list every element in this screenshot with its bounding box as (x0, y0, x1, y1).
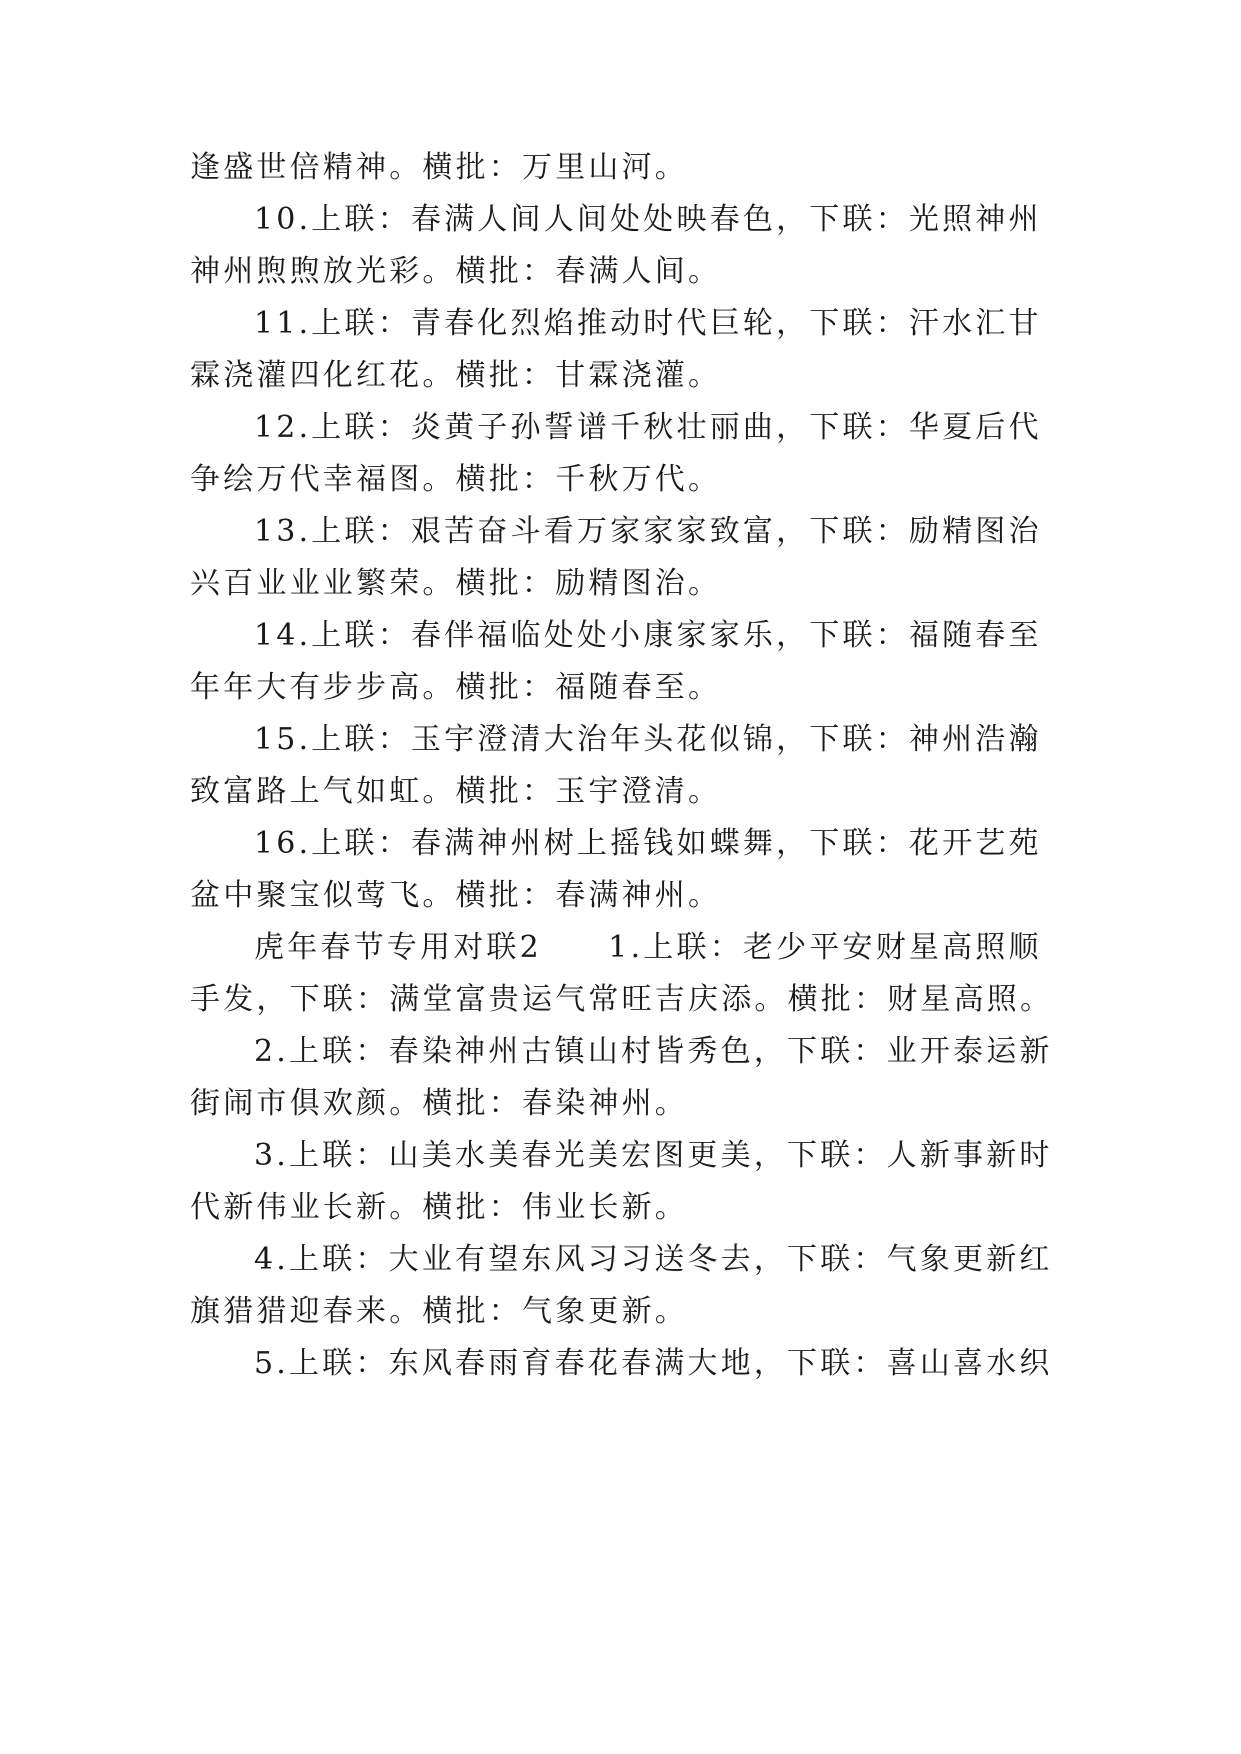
text-line: 虎年春节专用对联2 1.上联：老少平安财星高照顺 (254, 930, 1042, 965)
text-line: 兴百业业业繁荣。横批：励精图治。 (190, 566, 722, 601)
text-line: 盆中聚宝似莺飞。横批：春满神州。 (190, 878, 722, 913)
text-line: 手发，下联：满堂富贵运气常旺吉庆添。横批：财星高照。 (190, 982, 1054, 1017)
text-line: 霖浇灌四化红花。横批：甘霖浇灌。 (190, 358, 722, 393)
text-line: 年年大有步步高。横批：福随春至。 (190, 670, 722, 705)
text-line: 街闹市俱欢颜。横批：春染神州。 (190, 1086, 688, 1121)
text-line: 15.上联：玉宇澄清大治年头花似锦，下联：神州浩瀚 (254, 722, 1042, 757)
text-line: 14.上联：春伴福临处处小康家家乐，下联：福随春至 (254, 618, 1042, 653)
text-line: 逢盛世倍精神。横批：万里山河。 (190, 150, 688, 185)
text-line: 11.上联：青春化烈焰推动时代巨轮，下联：汗水汇甘 (254, 306, 1042, 341)
text-line: 16.上联：春满神州树上摇钱如蝶舞，下联：花开艺苑 (254, 826, 1042, 861)
text-line: 神州煦煦放光彩。横批：春满人间。 (190, 254, 722, 289)
text-line: 13.上联：艰苦奋斗看万家家家致富，下联：励精图治 (254, 514, 1042, 549)
text-line: 2.上联：春染神州古镇山村皆秀色，下联：业开泰运新 (254, 1034, 1053, 1069)
text-line: 12.上联：炎黄子孙誓谱千秋壮丽曲，下联：华夏后代 (254, 410, 1042, 445)
text-line: 5.上联：东风春雨育春花春满大地，下联：喜山喜水织 (254, 1346, 1053, 1381)
text-line: 争绘万代幸福图。横批：千秋万代。 (190, 462, 722, 497)
text-line: 致富路上气如虹。横批：玉宇澄清。 (190, 774, 722, 809)
text-line: 旗猎猎迎春来。横批：气象更新。 (190, 1294, 688, 1329)
text-line: 代新伟业长新。横批：伟业长新。 (190, 1190, 688, 1225)
text-line: 10.上联：春满人间人间处处映春色，下联：光照神州 (254, 202, 1042, 237)
text-line: 3.上联：山美水美春光美宏图更美，下联：人新事新时 (254, 1138, 1053, 1173)
text-line: 4.上联：大业有望东风习习送冬去，下联：气象更新红 (254, 1242, 1053, 1277)
